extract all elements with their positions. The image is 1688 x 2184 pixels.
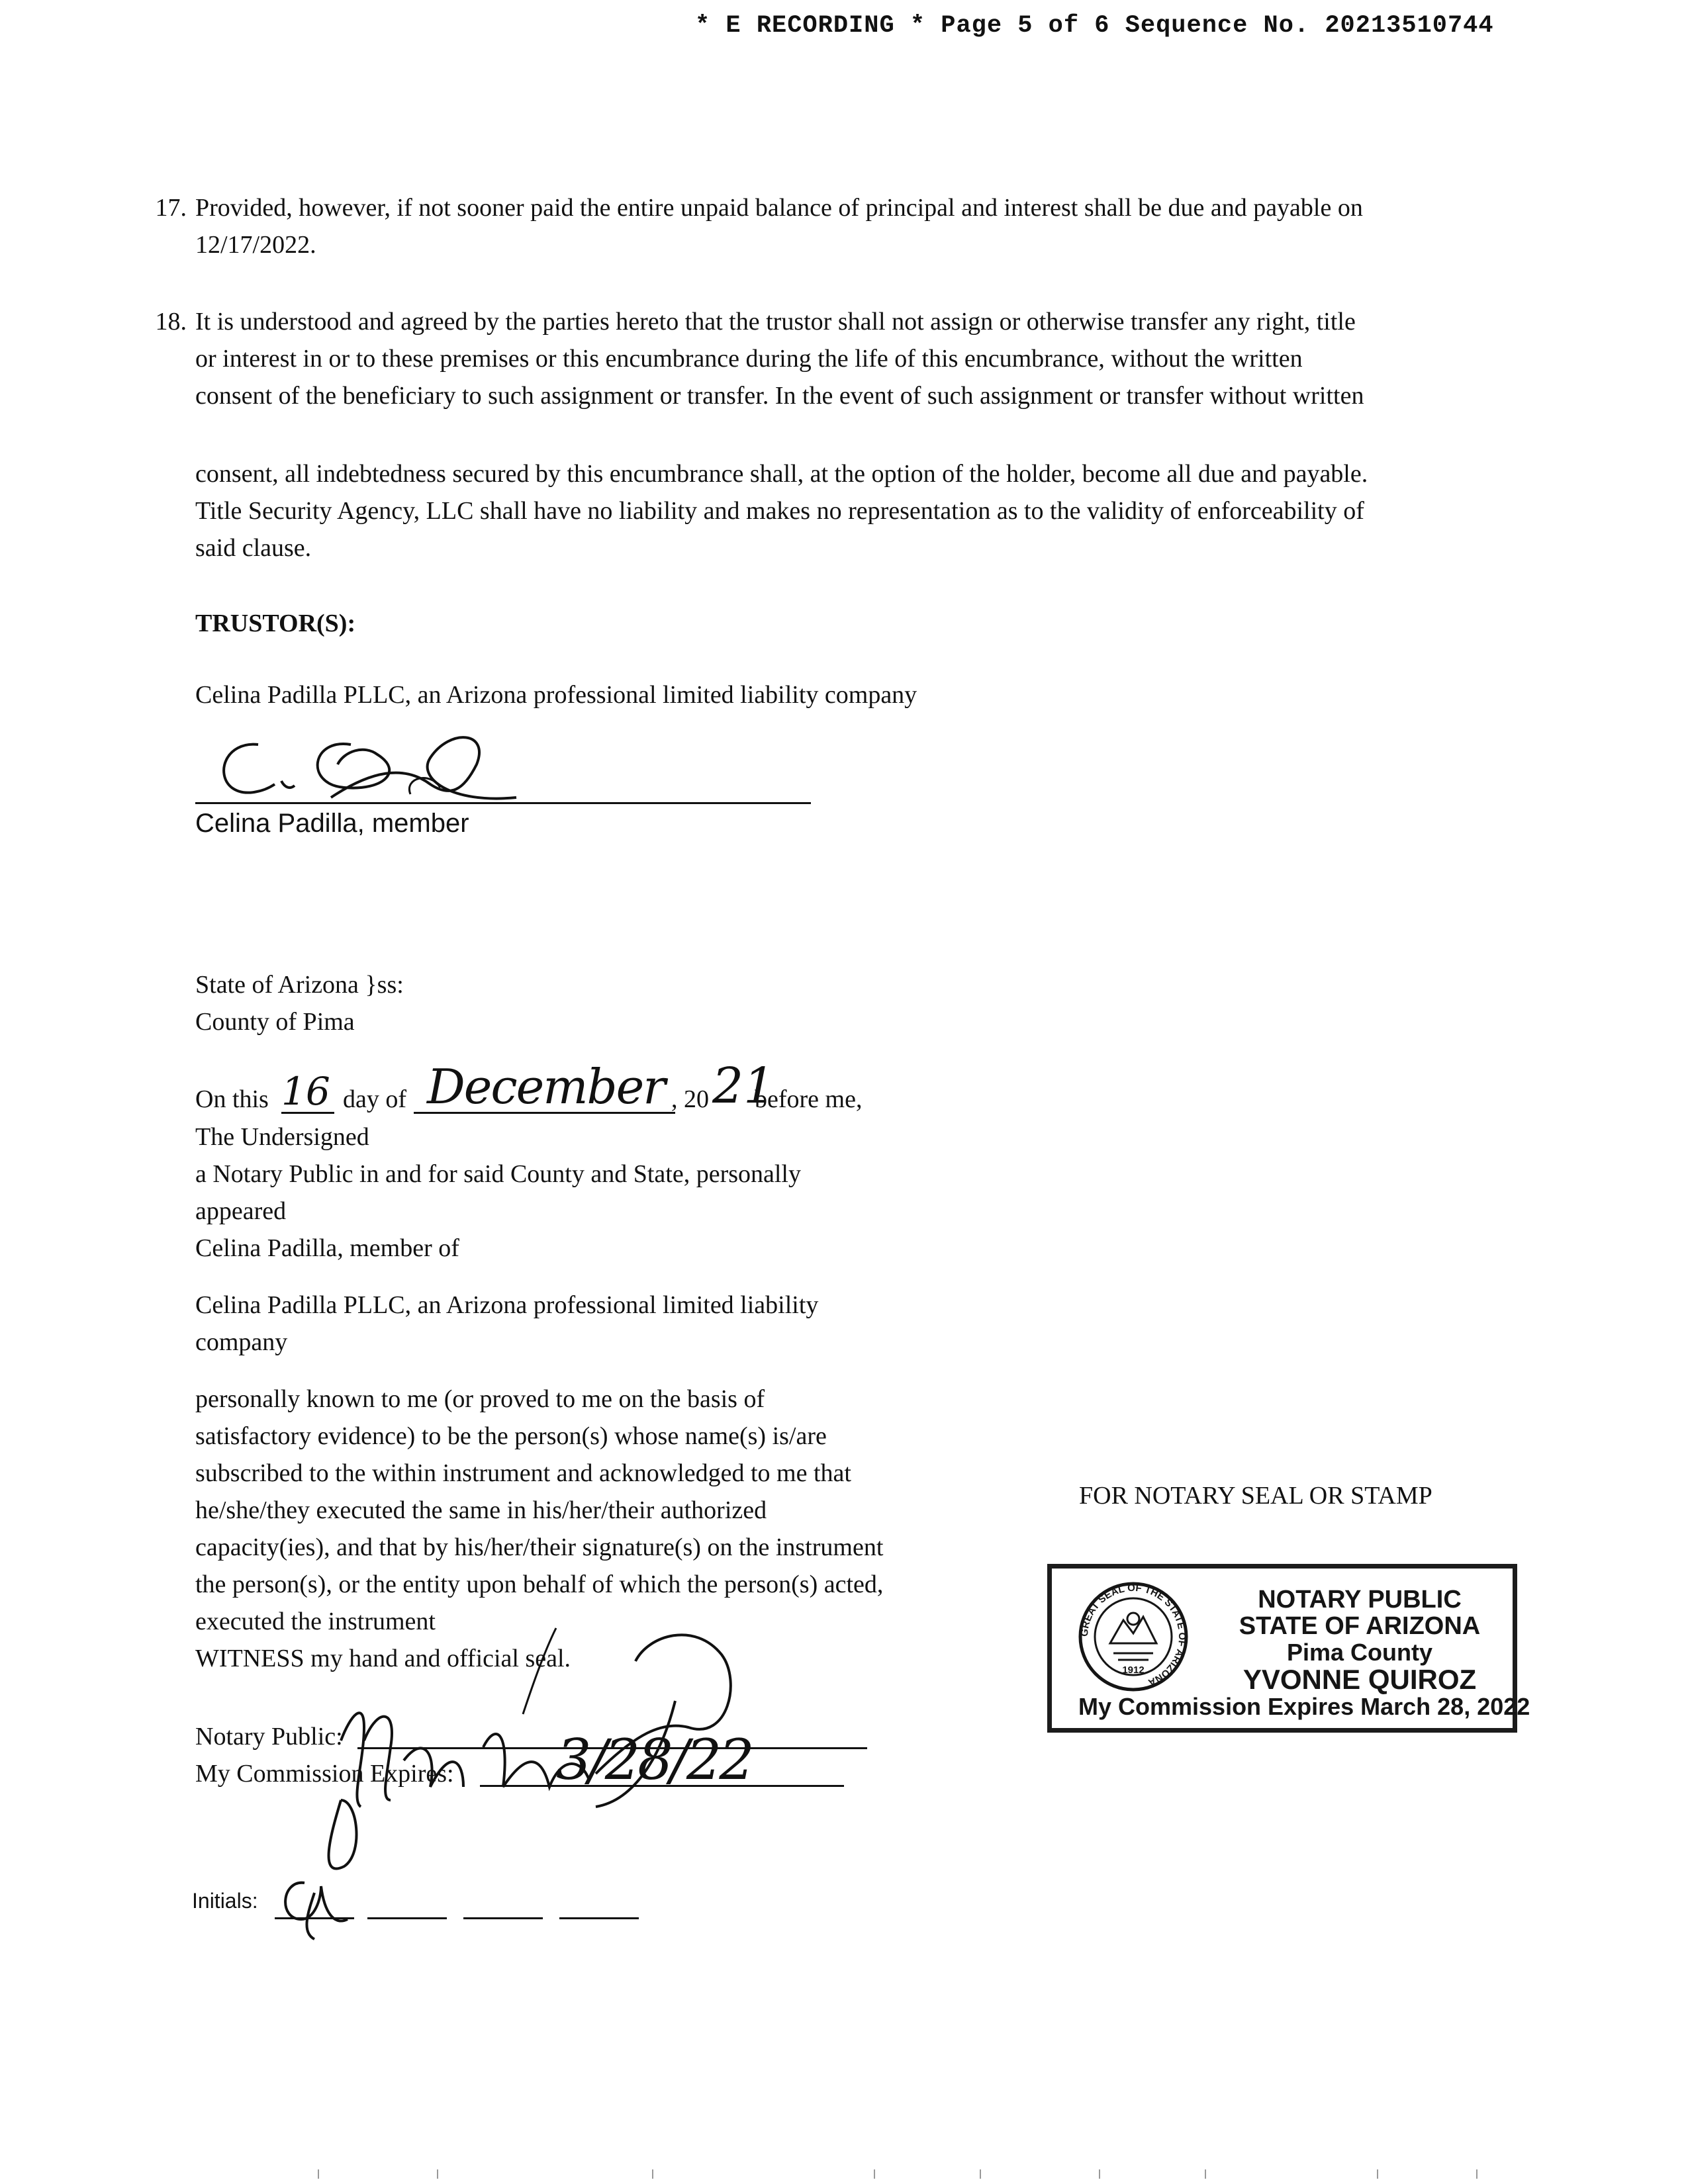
state-line: State of Arizona }ss: [195,971,404,999]
continuation-line-1: consent, all indebtedness secured by this encumbrance shall, at the option of the holder, become all due and payable. [195,460,1368,488]
company-line-2: company [195,1328,288,1356]
ack-body-line-6: the person(s), or the entity upon behalf of which the person(s) acted, [195,1570,884,1598]
month-handwritten: December [427,1059,665,1115]
trustor-company: Celina Padilla PLLC, an Arizona professional limited liability company [195,681,917,709]
clause-17-line-2: 12/17/2022. [195,231,316,259]
ack-body-line-1: personally known to me (or proved to me on the basis of [195,1385,765,1413]
notary-public-label: Notary Public: [195,1723,343,1751]
stamp-line-2: STATE OF ARIZONA [1239,1612,1481,1640]
recording-header: * E RECORDING * Page 5 of 6 Sequence No. 20213510744 [695,12,1494,40]
witness-line: WITNESS my hand and official seal. [195,1645,571,1672]
ack-body-line-4: he/she/they executed the same in his/her/their authorized [195,1496,767,1524]
stamp-line-3: Pima County [1286,1639,1433,1666]
scan-mark [980,2169,981,2179]
undersigned-line: The Undersigned [195,1123,369,1151]
ack-body-line-5: capacity(ies), and that by his/her/their signature(s) on the instrument [195,1533,884,1561]
commission-label: My Commission Expires: [195,1760,454,1788]
stamp-line-1: NOTARY PUBLIC [1258,1586,1462,1614]
initials-handwritten [275,1873,354,1946]
ack-body-line-3: subscribed to the within instrument and acknowledged to me that [195,1459,851,1487]
stamp-line-5: My Commission Expires March 28, 2022 [1078,1693,1530,1720]
scan-mark [874,2169,875,2179]
clause-17-number: 17. [155,194,187,222]
clause-17-line-1: Provided, however, if not sooner paid the entire unpaid balance of principal and interest shall be due and payable on [195,194,1363,222]
scan-mark [318,2169,319,2179]
before-me-label: before me, [755,1085,863,1113]
ack-body-line-2: satisfactory evidence) to be the person(s) whose name(s) is/are [195,1422,827,1450]
trustor-signature-line [195,802,811,804]
year-handwritten: 21 [712,1058,775,1115]
great-seal-icon [1077,1580,1190,1693]
initials-blank-2 [367,1917,447,1919]
notary-signature [265,1602,794,1880]
appeared-name: Celina Padilla, member of [195,1234,459,1262]
stamp-caption: FOR NOTARY SEAL OR STAMP [1079,1482,1432,1510]
trustor-heading: TRUSTOR(S): [195,610,356,637]
scan-mark [1205,2169,1206,2179]
continuation-line-3: said clause. [195,534,312,562]
scan-mark [1377,2169,1378,2179]
continuation-line-2: Title Security Agency, LLC shall have no liability and makes no representation as to the validity of enforceability of [195,497,1364,525]
clause-18-number: 18. [155,308,187,336]
year-prefix: , 20 [671,1085,709,1113]
notary-line-2: appeared [195,1197,287,1225]
stamp-line-4: YVONNE QUIROZ [1243,1664,1477,1695]
on-this-label: On this [195,1085,269,1113]
scan-mark [652,2169,653,2179]
commission-handwritten: 3/28/22 [556,1727,752,1792]
company-line-1: Celina Padilla PLLC, an Arizona professional limited liability [195,1291,819,1319]
notary-line-1: a Notary Public in and for said County and State, personally [195,1160,801,1188]
county-line: County of Pima [195,1008,355,1036]
ack-body-line-7: executed the instrument [195,1608,436,1635]
initials-blank-4 [559,1917,639,1919]
clause-18-line-2: or interest in or to these premises or this encumbrance during the life of this encumbrance, without the written [195,345,1303,373]
seal-text: GREAT SEAL OF THE STATE OF ARIZONA [1078,1582,1188,1688]
trustor-signature [212,725,530,811]
clause-18-line-3: consent of the beneficiary to such assignment or transfer. In the event of such assignment or transfer without written [195,382,1364,410]
scan-mark [1476,2169,1477,2179]
seal-year: 1912 [1122,1664,1145,1676]
clause-18-line-1: It is understood and agreed by the parties hereto that the trustor shall not assign or otherwise transfer any right, title [195,308,1356,336]
scan-mark [437,2169,438,2179]
trustor-signer-caption: Celina Padilla, member [195,809,469,838]
day-of-label: day of [343,1085,407,1113]
scan-mark [1099,2169,1100,2179]
day-handwritten: 16 [281,1069,330,1114]
notary-stamp [1047,1564,1530,1733]
initials-label: Initials: [192,1889,258,1913]
initials-blank-3 [463,1917,543,1919]
